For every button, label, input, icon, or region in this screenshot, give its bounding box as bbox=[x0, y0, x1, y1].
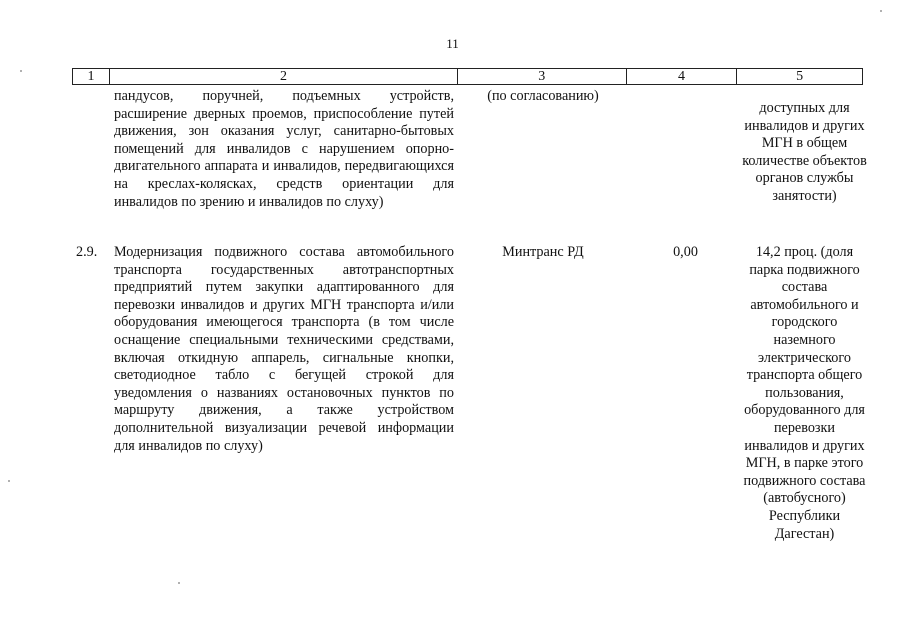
row-2-indicator: 14,2 проц. (доля парка подвижного состава автомобильного и городского наземного электрического транспорта общего пользования, оборудованного для перевозки инвалидов и других МГН, в парке этого подвижного состава (автобусного) Республики Дагестан) bbox=[743, 244, 866, 542]
header-col-3: 3 bbox=[458, 69, 627, 84]
table-header-row bbox=[72, 68, 863, 85]
row-2-number: 2.9. bbox=[76, 244, 98, 260]
row-1-indicator: доступных для инвалидов и других МГН в общем количестве объектов органов службы занятости) bbox=[742, 100, 867, 204]
scan-speck bbox=[880, 10, 882, 12]
header-col-2: 2 bbox=[110, 69, 458, 84]
row-2-description: Модернизация подвижного состава автомобильного транспорта государственных автотранспортных предприятий путем закупки адаптированного для перевозки инвалидов и других МГН транспорта и/или оборудования имеющегося транспорта (в том числе оснащение специальными техническими средствами, включая откидную аппарель, сигнальные кнопки, светодиодное табло с бегущей строкой для уведомления о названиях остановочных пунктов по маршруту движения, а также устройством дополнительной визуализации речевой информации для инвалидов по слуху) bbox=[114, 244, 454, 454]
header-col-1: 1 bbox=[73, 69, 110, 84]
scan-speck bbox=[178, 582, 180, 584]
page-number: 11 bbox=[446, 36, 459, 51]
row-2-funding: 0,00 bbox=[673, 244, 698, 260]
scan-speck bbox=[20, 70, 22, 72]
row-2-responsible: Минтранс РД bbox=[502, 244, 584, 260]
row-1-description: пандусов, поручней, подъемных устройств, расширение дверных проемов, приспособление путей движения, зон оказания услуг, санитарно-бытовых помещений для инвалидов с нарушением опорно-двигательного аппарата и инвалидов, передвигающихся на креслах-колясках, средств ориентации для инвалидов по зрению и инвалидов по слуху) bbox=[114, 88, 454, 210]
header-col-5: 5 bbox=[796, 69, 804, 84]
scan-speck bbox=[8, 480, 10, 482]
header-col-4: 4 bbox=[627, 69, 738, 84]
row-1-responsible: (по согласованию) bbox=[487, 88, 599, 104]
